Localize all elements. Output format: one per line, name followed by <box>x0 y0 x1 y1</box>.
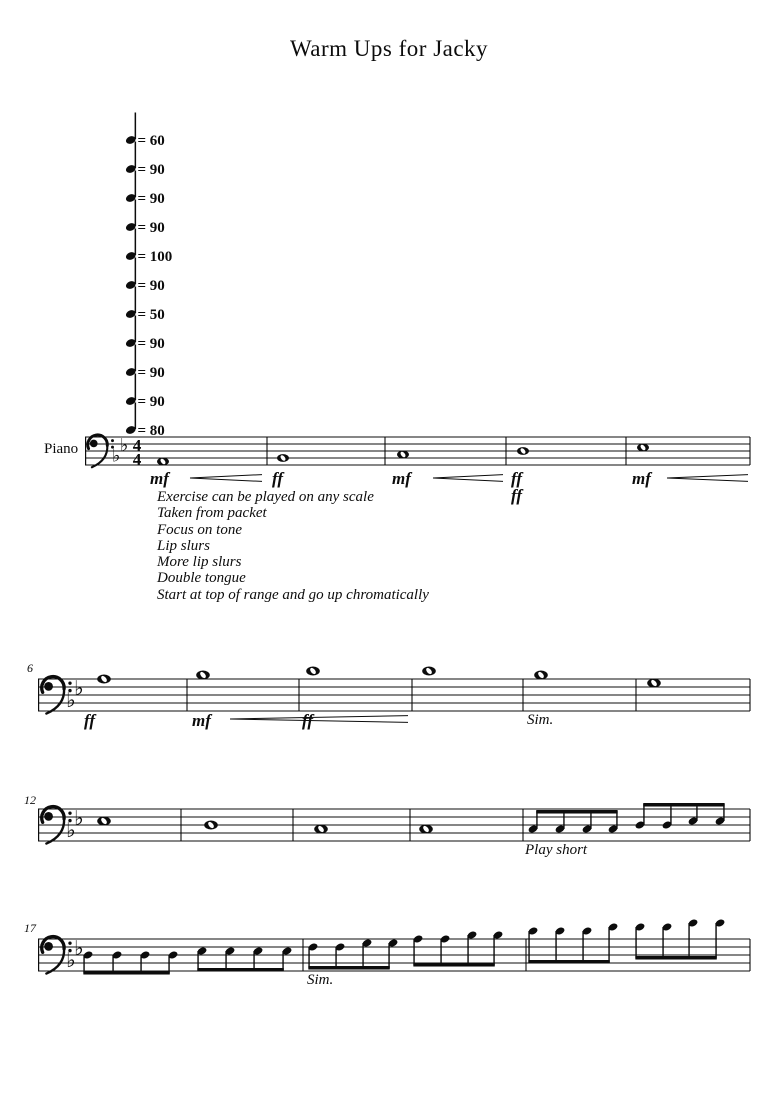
bass-clef-icon <box>90 440 98 448</box>
staff-system <box>24 921 750 988</box>
bass-clef-dot <box>111 439 114 442</box>
note-stem <box>112 955 113 973</box>
note-stem <box>467 935 468 965</box>
key-signature-flat-icon: ♭ <box>74 806 84 831</box>
dynamic-marking: ff <box>511 486 523 505</box>
whole-note <box>196 671 210 680</box>
note-stem <box>140 955 141 973</box>
note-stem <box>135 403 137 430</box>
whole-note <box>647 679 661 688</box>
note-stem <box>493 935 494 965</box>
whole-note <box>517 447 529 455</box>
note-stem <box>388 943 389 968</box>
measure-number: 12 <box>24 793 36 807</box>
tempo-value: = 60 <box>137 133 165 150</box>
instruction-line: More lip slurs <box>157 554 242 571</box>
beamed-eighth-group <box>527 922 618 963</box>
note-stem <box>135 374 137 401</box>
bass-clef-icon <box>44 942 53 951</box>
note-stem <box>696 804 697 821</box>
note-stem <box>635 927 636 958</box>
beamed-eighth-group <box>196 946 292 971</box>
instruction-line: Exercise can be played on any scale <box>157 489 374 505</box>
crescendo-hairpin <box>190 475 262 482</box>
whole-note <box>97 817 111 826</box>
hairpin-line <box>230 716 408 719</box>
tempo-value: = 90 <box>137 336 165 353</box>
note-stem <box>197 951 198 970</box>
beam <box>643 803 724 807</box>
hairpin-line <box>230 719 408 722</box>
whole-note <box>314 825 328 834</box>
tempo-value: = 50 <box>137 307 165 324</box>
bass-clef-dot <box>68 811 71 814</box>
hairpin-line <box>667 475 748 478</box>
whole-note <box>637 444 649 452</box>
beamed-eighth-group <box>412 930 503 966</box>
tempo-value: = 100 <box>137 249 173 266</box>
tempo-marking <box>125 113 165 150</box>
dynamic-marking: ff <box>511 469 523 488</box>
instruction-line: Start at top of range and go up chromatically <box>157 586 429 603</box>
dynamic-marking: ff <box>272 469 284 488</box>
tempo-value: = 90 <box>137 220 165 237</box>
note-stem <box>135 316 137 343</box>
note-stem <box>135 345 137 372</box>
whole-note <box>397 451 409 459</box>
bass-clef-icon <box>46 949 64 974</box>
note-stem <box>83 955 84 973</box>
instrument-label: Piano <box>44 441 79 457</box>
staff-text: Play short <box>525 842 588 858</box>
note-stem <box>643 804 644 825</box>
note-stem <box>135 113 137 140</box>
dynamic-marking: mf <box>192 711 211 730</box>
note-stem <box>616 811 617 829</box>
staff-text: Sim. <box>527 712 554 728</box>
note-stem <box>715 923 716 958</box>
tempo-value: = 90 <box>137 162 165 179</box>
instruction-line: Double tongue <box>157 570 246 587</box>
note-stem <box>135 229 137 256</box>
beam <box>635 956 716 960</box>
staff-system <box>27 661 750 730</box>
bass-clef-icon <box>44 682 53 691</box>
hairpin-line <box>667 478 748 481</box>
whole-note <box>306 667 320 676</box>
dynamic-marking: mf <box>392 469 411 488</box>
note-stem <box>135 142 137 169</box>
time-signature-denominator: 4 <box>132 449 142 469</box>
key-signature-flat-icon: ♭ <box>112 445 121 467</box>
note-stem <box>563 811 564 829</box>
note-stem <box>662 927 663 958</box>
whole-note <box>277 454 289 462</box>
instructions-block <box>157 489 429 603</box>
measure-number: 17 <box>24 921 36 935</box>
note-stem <box>528 931 529 962</box>
note-stem <box>135 258 137 285</box>
instruction-line: Taken from packet <box>157 505 267 522</box>
note-stem <box>440 939 441 965</box>
beam <box>413 963 494 967</box>
note-stem <box>688 923 689 958</box>
bass-clef-icon <box>46 689 64 714</box>
key-signature-flat-icon: ♭ <box>74 676 84 701</box>
dynamic-marking: mf <box>150 469 169 488</box>
tempo-value: = 90 <box>137 191 165 208</box>
key-signature-flat-icon: ♭ <box>120 435 129 457</box>
page-title: Warm Ups for Jacky <box>289 36 489 61</box>
bass-clef-icon <box>92 446 107 468</box>
whole-note <box>204 821 218 830</box>
note-stem <box>253 951 254 970</box>
tempo-value: = 90 <box>137 365 165 382</box>
hairpin-line <box>433 475 503 478</box>
beam <box>197 968 283 972</box>
bass-clef-dot <box>68 681 71 684</box>
whole-note <box>422 667 436 676</box>
crescendo-hairpin <box>230 716 408 723</box>
dynamic-marking: mf <box>632 469 651 488</box>
note-stem <box>536 811 537 829</box>
note-stem <box>362 943 363 968</box>
key-signature-flat-icon: ♭ <box>74 936 84 961</box>
note-stem <box>282 951 283 970</box>
beam <box>528 960 609 964</box>
crescendo-hairpin <box>667 475 748 482</box>
bass-clef-dot <box>68 941 71 944</box>
note-stem <box>135 200 137 227</box>
hairpin-line <box>433 478 503 481</box>
time-signature-numerator: 4 <box>132 435 142 455</box>
note-stem <box>135 287 137 314</box>
measure-number: 6 <box>27 661 33 675</box>
hairpin-line <box>190 475 262 478</box>
key-signature-flat-icon: ♭ <box>66 688 76 713</box>
note-stem <box>168 955 169 973</box>
staff-text: Sim. <box>307 972 334 988</box>
key-signature-flat-icon: ♭ <box>66 818 76 843</box>
note-stem <box>135 171 137 198</box>
whole-note <box>157 458 169 466</box>
instruction-line: Focus on tone <box>157 521 242 538</box>
note-stem <box>582 931 583 962</box>
note-stem <box>225 951 226 970</box>
note-stem <box>723 804 724 821</box>
whole-note <box>534 671 548 680</box>
bass-clef-icon <box>46 819 64 844</box>
tempo-value: = 90 <box>137 394 165 411</box>
note-stem <box>555 931 556 962</box>
instruction-line: Lip slurs <box>157 537 210 554</box>
dynamic-marking: ff <box>84 711 96 730</box>
note-stem <box>308 947 309 968</box>
note-stem <box>590 811 591 829</box>
hairpin-line <box>190 478 262 481</box>
beam <box>308 966 389 970</box>
whole-note <box>419 825 433 834</box>
note-stem <box>335 947 336 968</box>
note-stem <box>413 939 414 965</box>
tempo-value: = 80 <box>137 423 165 440</box>
note-stem <box>670 804 671 825</box>
crescendo-hairpin <box>433 475 503 482</box>
beamed-eighth-group <box>307 938 398 969</box>
key-signature-flat-icon: ♭ <box>66 948 76 973</box>
beam <box>83 971 169 975</box>
beam <box>536 810 617 814</box>
note-stem <box>608 927 609 962</box>
whole-note <box>97 675 111 684</box>
tempo-value: = 90 <box>137 278 165 295</box>
beamed-eighth-group <box>634 803 725 830</box>
beamed-eighth-group <box>527 810 618 834</box>
bass-clef-icon <box>44 812 53 821</box>
